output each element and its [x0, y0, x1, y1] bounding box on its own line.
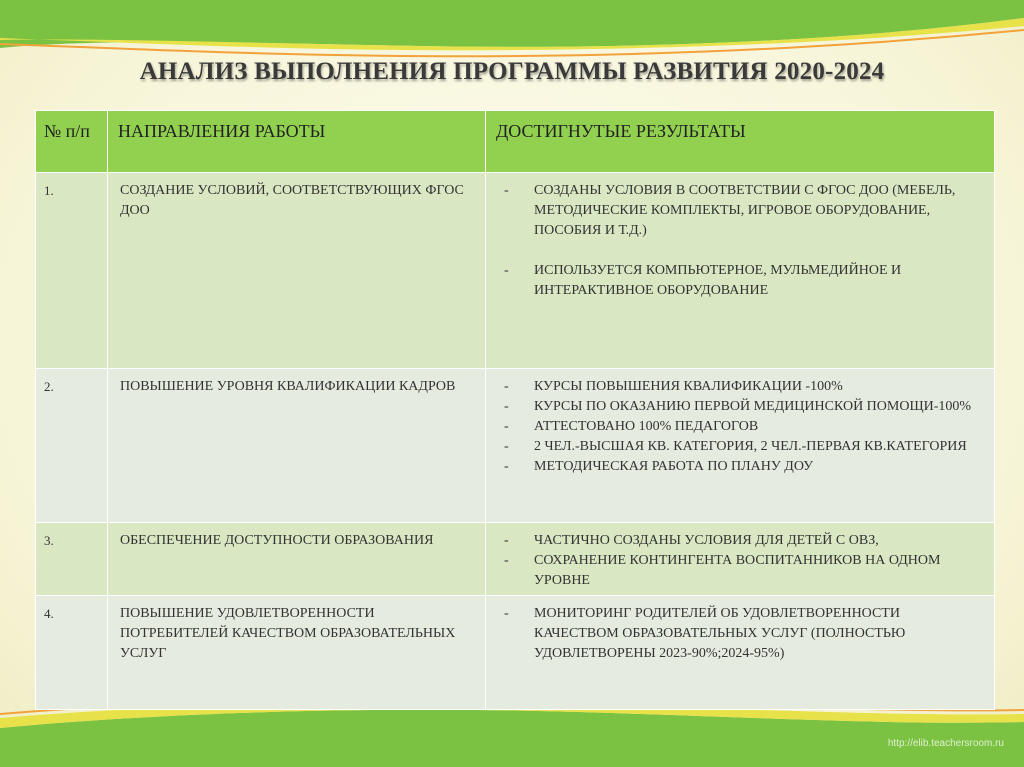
row-results: [486, 369, 995, 523]
result-item: [496, 551, 984, 591]
row-direction: ПОВЫШЕНИЕ УДОВЛЕТВОРЕННОСТИ ПОТРЕБИТЕЛЕЙ КАЧЕСТВОМ ОБРАЗОВАТЕЛЬНЫХ УСЛУГ: [108, 596, 486, 710]
dash-bullet: -: [504, 399, 509, 414]
dash-bullet: -: [504, 459, 509, 474]
table-row: [36, 596, 995, 710]
table-row: [36, 523, 995, 596]
row-direction: СОЗДАНИЕ УСЛОВИЙ, СООТВЕТСТВУЮЩИХ ФГОС ДОО: [108, 173, 486, 369]
result-item: [496, 397, 984, 417]
row-direction: ПОВЫШЕНИЕ УРОВНЯ КВАЛИФИКАЦИИ КАДРОВ: [108, 369, 486, 523]
watermark-text: http://elib.teachersroom.ru: [887, 738, 1004, 749]
dash-bullet: -: [504, 553, 509, 568]
dash-bullet: -: [504, 183, 509, 198]
results-table: [35, 110, 995, 710]
dash-bullet: -: [504, 379, 509, 394]
result-item: [496, 457, 984, 477]
result-text: КУРСЫ ПО ОКАЗАНИЮ ПЕРВОЙ МЕДИЦИНСКОЙ ПОМОЩИ-100%: [534, 399, 972, 414]
slide-title: АНАЛИЗ ВЫПОЛНЕНИЯ ПРОГРАММЫ РАЗВИТИЯ 2020-2024: [139, 58, 885, 85]
dash-bullet: -: [504, 439, 509, 454]
row-direction: ОБЕСПЕЧЕНИЕ ДОСТУПНОСТИ ОБРАЗОВАНИЯ: [108, 523, 486, 596]
row-number: 3.: [36, 523, 108, 596]
header-results: ДОСТИГНУТЫЕ РЕЗУЛЬТАТЫ: [486, 111, 995, 173]
row-results: [486, 523, 995, 596]
dash-bullet: -: [504, 263, 509, 278]
header-direction: НАПРАВЛЕНИЯ РАБОТЫ: [108, 111, 486, 173]
result-item: [496, 437, 984, 457]
result-item: [496, 604, 984, 664]
result-text: МЕТОДИЧЕСКАЯ РАБОТА ПО ПЛАНУ ДОУ: [534, 459, 814, 474]
dash-bullet: -: [504, 419, 509, 434]
row-number: 4.: [36, 596, 108, 710]
result-text: 2 ЧЕЛ.-ВЫСШАЯ КВ. КАТЕГОРИЯ, 2 ЧЕЛ.-ПЕРВАЯ КВ.КАТЕГОРИЯ: [534, 439, 967, 454]
result-item: [496, 417, 984, 437]
result-text: АТТЕСТОВАНО 100% ПЕДАГОГОВ: [534, 419, 759, 434]
result-item: [496, 181, 984, 241]
result-item: [496, 377, 984, 397]
result-text: СОХРАНЕНИЕ КОНТИНГЕНТА ВОСПИТАННИКОВ НА ОДНОМ УРОВНЕ: [534, 553, 941, 588]
row-number: 2.: [36, 369, 108, 523]
table-row: [36, 369, 995, 523]
row-results: [486, 596, 995, 710]
result-text: МОНИТОРИНГ РОДИТЕЛЕЙ ОБ УДОВЛЕТВОРЕННОСТИ КАЧЕСТВОМ ОБРАЗОВАТЕЛЬНЫХ УСЛУГ (ПОЛНОСТЬЮ УДОВЛЕТВОРЕНЫ 2023-90%;2024-95%): [534, 606, 906, 661]
header-number: № п/п: [36, 111, 108, 173]
result-text: ИСПОЛЬЗУЕТСЯ КОМПЬЮТЕРНОЕ, МУЛЬМЕДИЙНОЕ И ИНТЕРАКТИВНОЕ ОБОРУДОВАНИЕ: [534, 263, 902, 298]
result-text: СОЗДАНЫ УСЛОВИЯ В СООТВЕТСТВИИ С ФГОС ДОО (МЕБЕЛЬ, МЕТОДИЧЕСКИЕ КОМПЛЕКТЫ, ИГРОВОЕ ОБОРУДОВАНИЕ, ПОСОБИЯ И Т.Д.): [534, 183, 956, 238]
dash-bullet: -: [504, 533, 509, 548]
result-text: ЧАСТИЧНО СОЗДАНЫ УСЛОВИЯ ДЛЯ ДЕТЕЙ С ОВЗ,: [534, 533, 879, 548]
result-item: [496, 531, 984, 551]
row-number: 1.: [36, 173, 108, 369]
result-item: [496, 261, 984, 301]
result-text: КУРСЫ ПОВЫШЕНИЯ КВАЛИФИКАЦИИ -100%: [534, 379, 843, 394]
row-results: [486, 173, 995, 369]
table-header-row: [36, 111, 995, 173]
dash-bullet: -: [504, 606, 509, 621]
table-row: [36, 173, 995, 369]
